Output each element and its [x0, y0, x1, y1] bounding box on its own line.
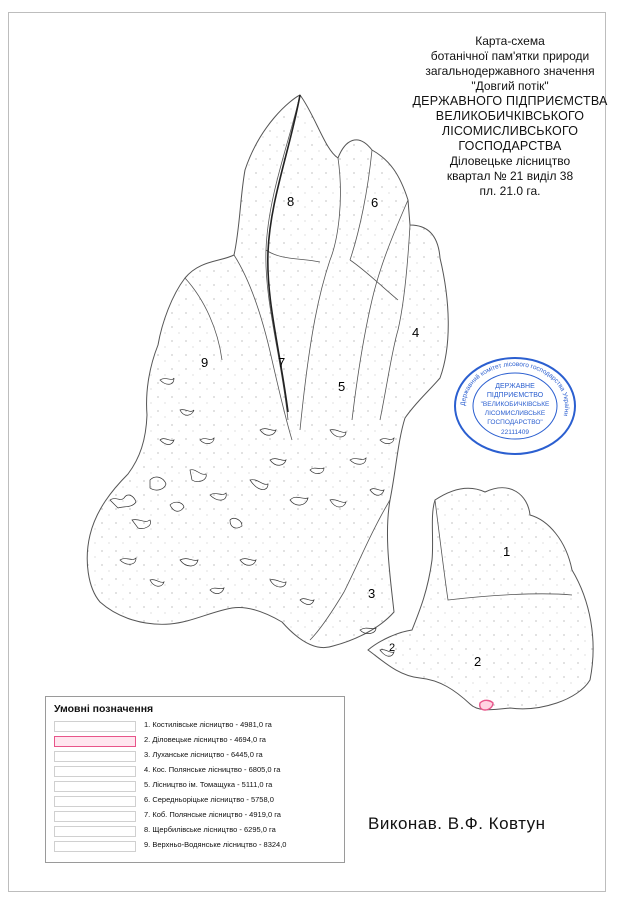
zone-label-8: 8: [287, 194, 295, 209]
main-territory-outline: [87, 95, 448, 648]
east-territory-outline: [368, 488, 593, 710]
map-legend: [45, 696, 345, 863]
legend-item-label: 1. Костилівське лісництво - 4981,0 га: [144, 720, 272, 729]
title-line-3: загальнодержавного значення: [425, 64, 595, 78]
zone-label-1: 1: [503, 544, 511, 559]
zone-label-6: 6: [371, 195, 379, 210]
stamp-line-3: "ВЕЛИКОБИЧКІВСЬКЕ: [480, 401, 550, 408]
title-line-9: Діловецьке лісництво: [449, 154, 571, 168]
legend-title: Умовні позначення: [54, 703, 154, 715]
stamp-line-5: ГОСПОДАРСТВО": [487, 419, 543, 426]
legend-swatch: [54, 826, 136, 837]
stamp-line-4: ЛІСОМИСЛИВСЬКЕ: [484, 410, 546, 417]
title-line-2: ботанічної пам'ятки природи: [430, 49, 590, 63]
legend-swatch-highlight: [54, 736, 136, 747]
legend-item-label: 3. Луханське лісництво - 6445,0 га: [144, 750, 263, 759]
zone-label-9: 9: [201, 355, 209, 370]
legend-swatch: [54, 766, 136, 777]
legend-item-label: 9. Верхньо-Водянське лісництво - 8324,0: [144, 840, 287, 849]
title-line-5: ДЕРЖАВНОГО ПІДПРИЄМСТВА: [412, 94, 608, 108]
legend-swatch: [54, 751, 136, 762]
stamp-ring-text: Державний комітет лісового господарства України: [459, 360, 571, 417]
legend-swatch: [54, 721, 136, 732]
legend-item-label: 2. Діловецьке лісництво - 4694,0 га: [144, 735, 266, 744]
legend-item-label: 5. Лісництво ім. Томащука - 5111,0 га: [144, 780, 273, 789]
title-line-11: пл. 21.0 га.: [479, 184, 541, 198]
zone-label-4: 4: [412, 325, 420, 340]
legend-item-label: 8. Щербилівське лісництво - 6295,0 га: [144, 825, 276, 834]
title-line-4: "Довгий потік": [471, 79, 549, 93]
title-line-1: Карта-схема: [475, 34, 545, 48]
legend-swatch: [54, 811, 136, 822]
title-line-10: квартал № 21 виділ 38: [446, 169, 574, 183]
author-signature: Виконав. В.Ф. Ковтун: [368, 814, 546, 833]
title-line-8: ГОСПОДАРСТВА: [458, 139, 562, 153]
zone-label-5: 5: [338, 379, 346, 394]
legend-swatch: [54, 841, 136, 852]
title-line-6: ВЕЛИКОБИЧКІВСЬКОГО: [435, 109, 585, 123]
official-stamp: [448, 352, 582, 460]
legend-item-label: 4. Кос. Полянське лісництво - 6805,0 га: [144, 765, 281, 774]
legend-item-label: 7. Коб. Полянське лісництво - 4919,0 га: [144, 810, 281, 819]
legend-swatch: [54, 781, 136, 792]
legend-item: [46, 838, 344, 855]
stamp-code: 22111409: [501, 429, 529, 436]
stamp-line-1: ДЕРЖАВНЕ: [495, 383, 535, 390]
zone-label-2-west: 2: [389, 642, 396, 654]
legend-item-label: 6. Середньоріцьке лісництво - 5758,0: [144, 795, 274, 804]
zone-label-2: 2: [474, 654, 482, 669]
zone-label-3: 3: [368, 586, 376, 601]
legend-swatch: [54, 796, 136, 807]
zone-label-7: 7: [278, 355, 286, 370]
stamp-line-2: ПІДПРИЄМСТВО: [486, 392, 544, 399]
title-line-7: ЛІСОМИСЛИВСЬКОГО: [441, 124, 579, 138]
